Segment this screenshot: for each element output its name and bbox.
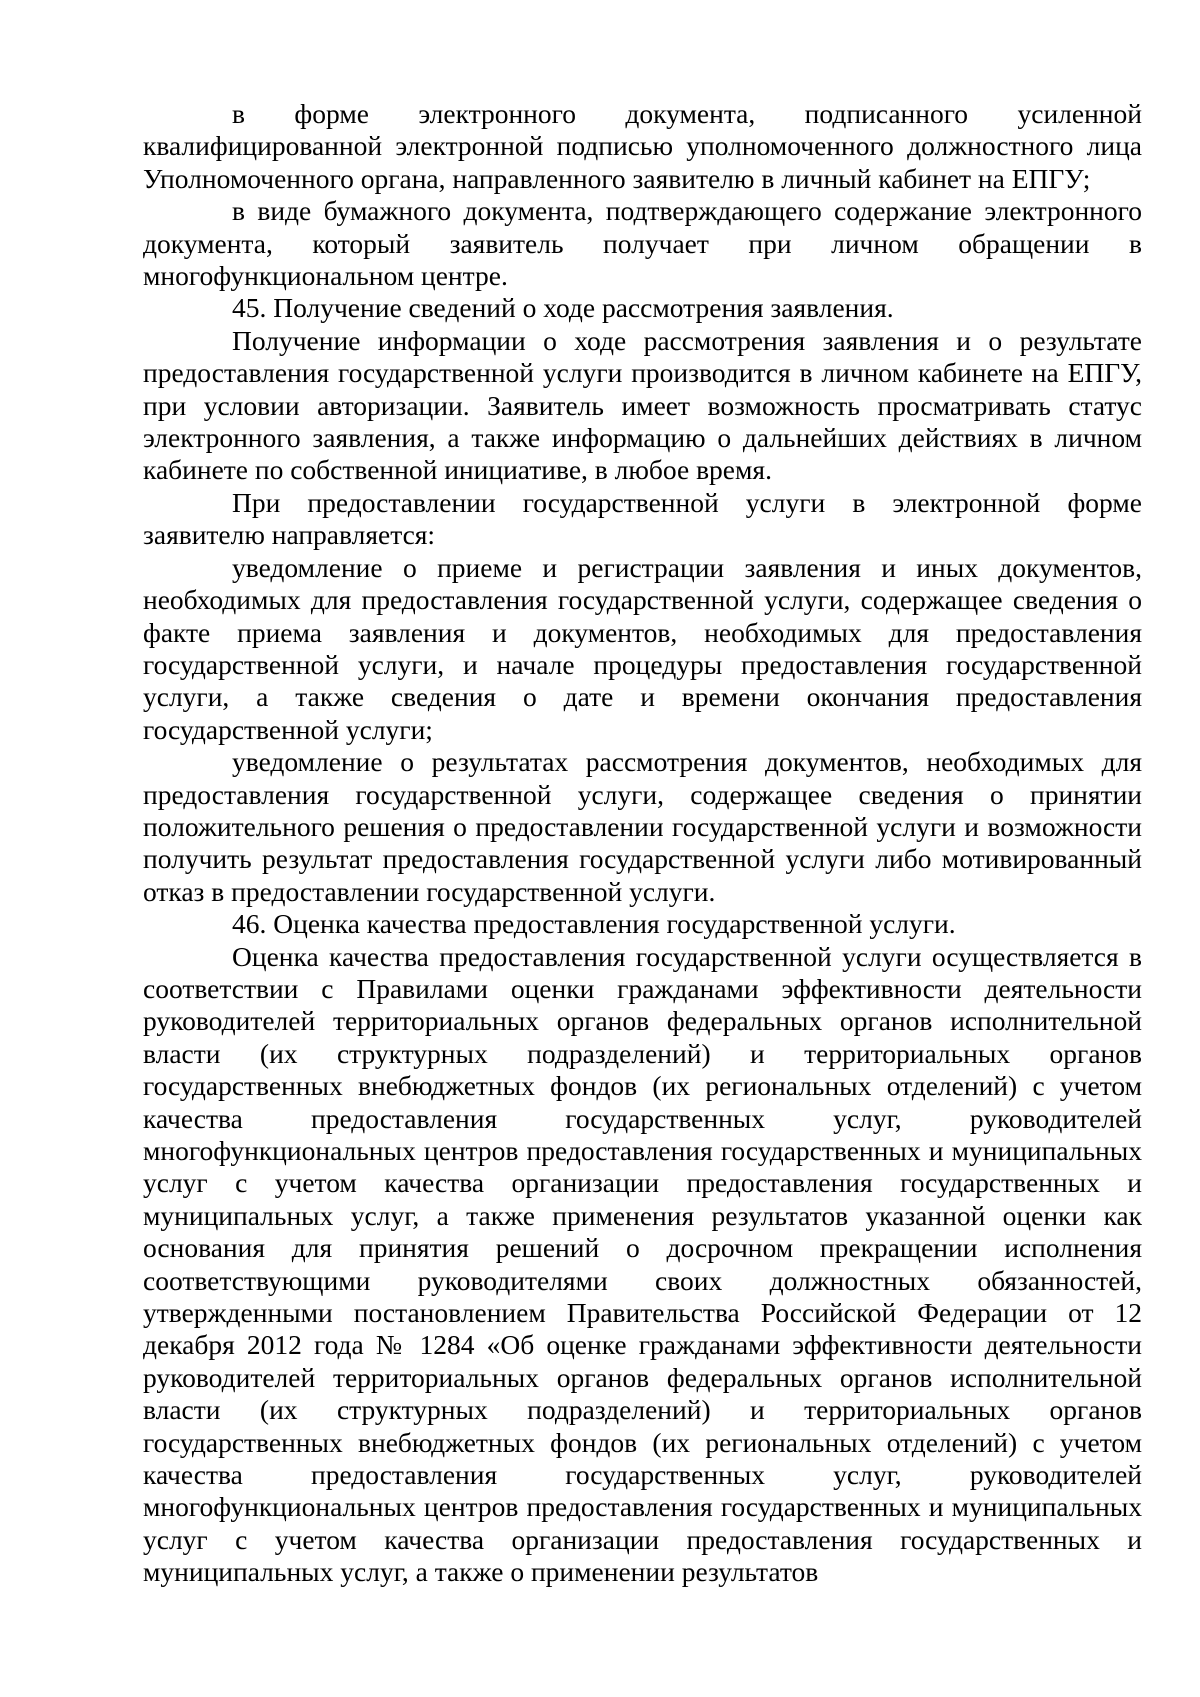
paragraph-notifications-intro: При предоставлении государственной услуги в электронной форме заявителю направляется: [143,486,1142,551]
paragraph-progress-info: Получение информации о ходе рассмотрения заявления и о результате предоставления государственной услуги производится в личном кабинете на ЕПГУ, при условии авторизации. Заявитель имеет возможность просматривать статус электронного заявления, а также информацию о дальнейших действиях в личном кабинете по собственной инициативе, в любое время. [143,324,1142,486]
paragraph-46-heading: 46. Оценка качества предоставления государственной услуги. [232,908,956,940]
paragraph-notification-receipt: уведомление о приеме и регистрации заявления и иных документов, необходимых для предоставления государственной услуги, содержащее сведения о факте приема заявления и документов, необходимых для предоставления государственной услуги, и начале процедуры предоставления государственной услуги, а также сведения о дате и времени окончания предоставления государственной услуги; [143,551,1142,745]
paragraph-notification-result: уведомление о результатах рассмотрения документов, необходимых для предоставления государственной услуги, содержащее сведения о принятии положительного решения о предоставлении государственной услуги и возможности получить результат предоставления государственной услуги либо мотивированный отказ в предоставлении государственной услуги. [143,746,1142,907]
paragraph-result-electronic: в форме электронного документа, подписанного усиленной квалифицированной электронной подписью уполномоченного должностного лица Уполномоченного органа, направленного заявителю в личный кабинет на ЕПГУ; [143,98,1142,194]
document-body [143,98,1142,1589]
paragraph-result-paper: в виде бумажного документа, подтверждающего содержание электронного документа, который заявитель получает при личном обращении в многофункциональном центре. [143,195,1142,292]
paragraph-45-heading: 45. Получение сведений о ходе рассмотрения заявления. [232,292,894,324]
paragraph-quality-assessment: Оценка качества предоставления государственной услуги осуществляется в соответствии с Правилами оценки гражданами эффективности деятельности руководителей территориальных органов федеральных органов исполнительной власти (их структурных подразделений) и территориальных органов государственных внебюджетных фондов (их региональных отделений) с учетом качества предоставления государственных услуг, руководителей многофункциональных центров предоставления государственных и муниципальных услуг с учетом качества организации предоставления государственных и муниципальных услуг, а также применения результатов указанной оценки как основания для принятия решений о досрочном прекращении исполнения соответствующими руководителями своих должностных обязанностей, утвержденными постановлением Правительства Российской Федерации от 12 декабря 2012 года № 1284 «Об оценке гражданами эффективности деятельности руководителей территориальных органов федеральных органов исполнительной власти (их структурных подразделений) и территориальных органов государственных внебюджетных фондов (их региональных отделений) с учетом качества предоставления государственных услуг, руководителей многофункциональных центров предоставления государственных и муниципальных услуг с учетом качества организации предоставления государственных и муниципальных услуг, а также о применении результатов [143,940,1142,1588]
